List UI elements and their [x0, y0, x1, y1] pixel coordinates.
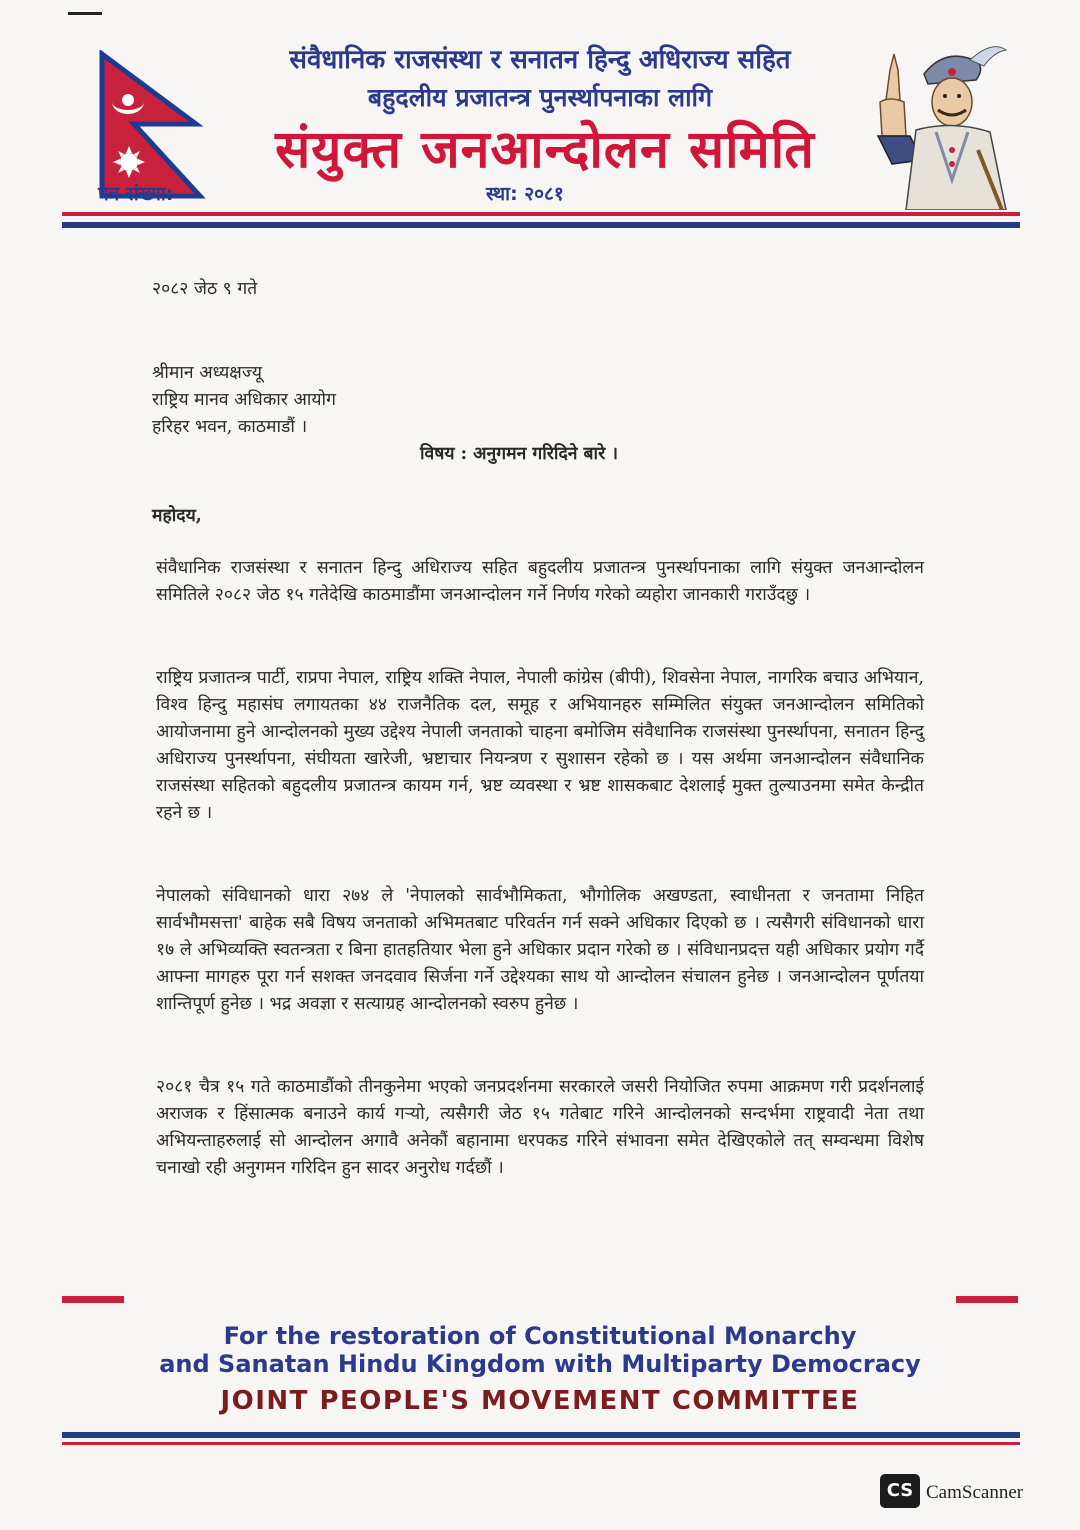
address-line: हरिहर भवन, काठमाडौं ।: [152, 417, 308, 437]
footer-line-1: For the restoration of Constitutional Monarchy: [223, 1322, 857, 1350]
camscanner-logo-icon: CS: [880, 1474, 920, 1508]
header-rule-blue: [62, 222, 1020, 228]
header-title: संयुक्त जनआन्दोलन समिति: [275, 120, 815, 180]
footer-rule-blue: [62, 1432, 1020, 1438]
footer-title: JOINT PEOPLE'S MOVEMENT COMMITTEE: [220, 1386, 860, 1416]
address-line: श्रीमान अध्यक्षज्यू: [152, 363, 263, 383]
footer-accent-right: [956, 1296, 1018, 1303]
footer-rule-red: [62, 1442, 1020, 1445]
footer-line-2: and Sanatan Hindu Kingdom with Multiparty Democracy: [159, 1350, 921, 1378]
letter-subject: विषय : अनुगमन गरिदिने बारे ।: [420, 444, 618, 464]
camscanner-watermark: CamScanner: [926, 1482, 1024, 1503]
paragraph-1: संवैधानिक राजसंस्था र सनातन हिन्दु अधिराज्य सहित बहुदलीय प्रजातन्त्र पुनर्स्थापनाका लागि संयुक्त जनआन्दोलन समितिले २०८२ जेठ १५ गतेदेखि काठमाडौंमा जनआन्दोलन गर्ने निर्णय गरेको व्यहोरा जानकारी गराउँदछु ।: [156, 558, 924, 605]
king-portrait-icon: [866, 40, 1016, 210]
salutation: महोदय,: [152, 506, 202, 526]
letter-date: २०८२ जेठ ९ गते: [152, 279, 258, 299]
header-line-2: बहुदलीय प्रजातन्त्र पुनर्स्थापनाका लागि: [367, 83, 713, 112]
reference-number-label: पत्र संख्या:: [98, 183, 174, 205]
address-line: राष्ट्रिय मानव अधिकार आयोग: [152, 390, 336, 410]
recipient-address: [152, 360, 336, 441]
paragraph-4: २०८१ चैत्र १५ गते काठमाडौंको तीनकुनेमा भएको जनप्रदर्शनमा सरकारले जसरी नियोजित रुपमा आक्रमण गरी प्रदर्शनलाई अराजक र हिंसात्मक बनाउने कार्य गर्‍यो, त्यसैगरी जेठ १५ गतेबाट गरिने आन्दोलनको सन्दर्भमा राष्ट्रवादी नेता तथा अभियन्ताहरुलाई सो आन्दोलन अगावै अनेकौं बहानामा धरपकड गरिने संभावना समेत देखिएकोले तत् सम्वन्धमा विशेष चनाखो रही अनुगमन गरिदिन हुन सादर अनुरोध गर्दछौं ।: [156, 1077, 924, 1178]
header-line-1: संवैधानिक राजसंस्था र सनातन हिन्दु अधिराज्य सहित: [289, 45, 791, 75]
scan-mark: [68, 12, 102, 15]
paragraph-3: नेपालको संविधानको धारा २७४ ले 'नेपालको सार्वभौमिकता, भौगोलिक अखण्डता, स्वाधीनता र जनतामा निहित सार्वभौमसत्ता' बाहेक सबै विषय जनताको अभिमतबाट परिवर्तन गर्न सक्ने अधिकार दिएको छ । त्यसैगरी संविधानको धारा १७ ले अभिव्यक्ति स्वतन्त्रता र बिना हातहतियार भेला हुने अधिकार प्रदान गरेको छ । संविधानप्रदत्त यही अधिकार प्रयोग गर्दै आफ्ना मागहरु पूरा गर्न सशक्त जनदवाव सिर्जना गर्ने उद्देश्यका साथ यो आन्दोलन संचालन हुनेछ । जनआन्दोलन पूर्णतया शान्तिपूर्ण हुनेछ । भद्र अवज्ञा र सत्याग्रह आन्दोलनको स्वरुप हुनेछ ।: [156, 886, 924, 1014]
paragraph-2: राष्ट्रिय प्रजातन्त्र पार्टी, राप्रपा नेपाल, राष्ट्रिय शक्ति नेपाल, नेपाली कांग्रेस (बीपी), शिवसेना नेपाल, नागरिक बचाउ अभियान, विश्व हिन्दु महासंघ लगायतका ४४ राजनैतिक दल, समूह र अभियानहरु सम्मिलित संयुक्त जनआन्दोलन समितिको आयोजनामा हुने आन्दोलनको मुख्य उद्देश्य नेपाली जनताको चाहना बमोजिम संवैधानिक राजसंस्था पुनर्स्थापना, सनातन हिन्दु अधिराज्य पुनर्स्थापना, संघीयता खारेजी, भ्रष्टाचार नियन्त्रण र सुशासन रहेको छ । यस अर्थमा जनआन्दोलन संवैधानिक राजसंस्था सहितको बहुदलीय प्रजातन्त्र कायम गर्न, भ्रष्ट व्यवस्था र भ्रष्ट शासकबाट देशलाई मुक्त तुल्याउनमा समेत केन्द्रीत रहने छ ।: [156, 668, 924, 823]
header-rule-red: [62, 212, 1020, 216]
established-label: स्था: २०८१: [486, 183, 564, 205]
nepal-flag-icon: [96, 50, 206, 200]
footer-accent-left: [62, 1296, 124, 1303]
